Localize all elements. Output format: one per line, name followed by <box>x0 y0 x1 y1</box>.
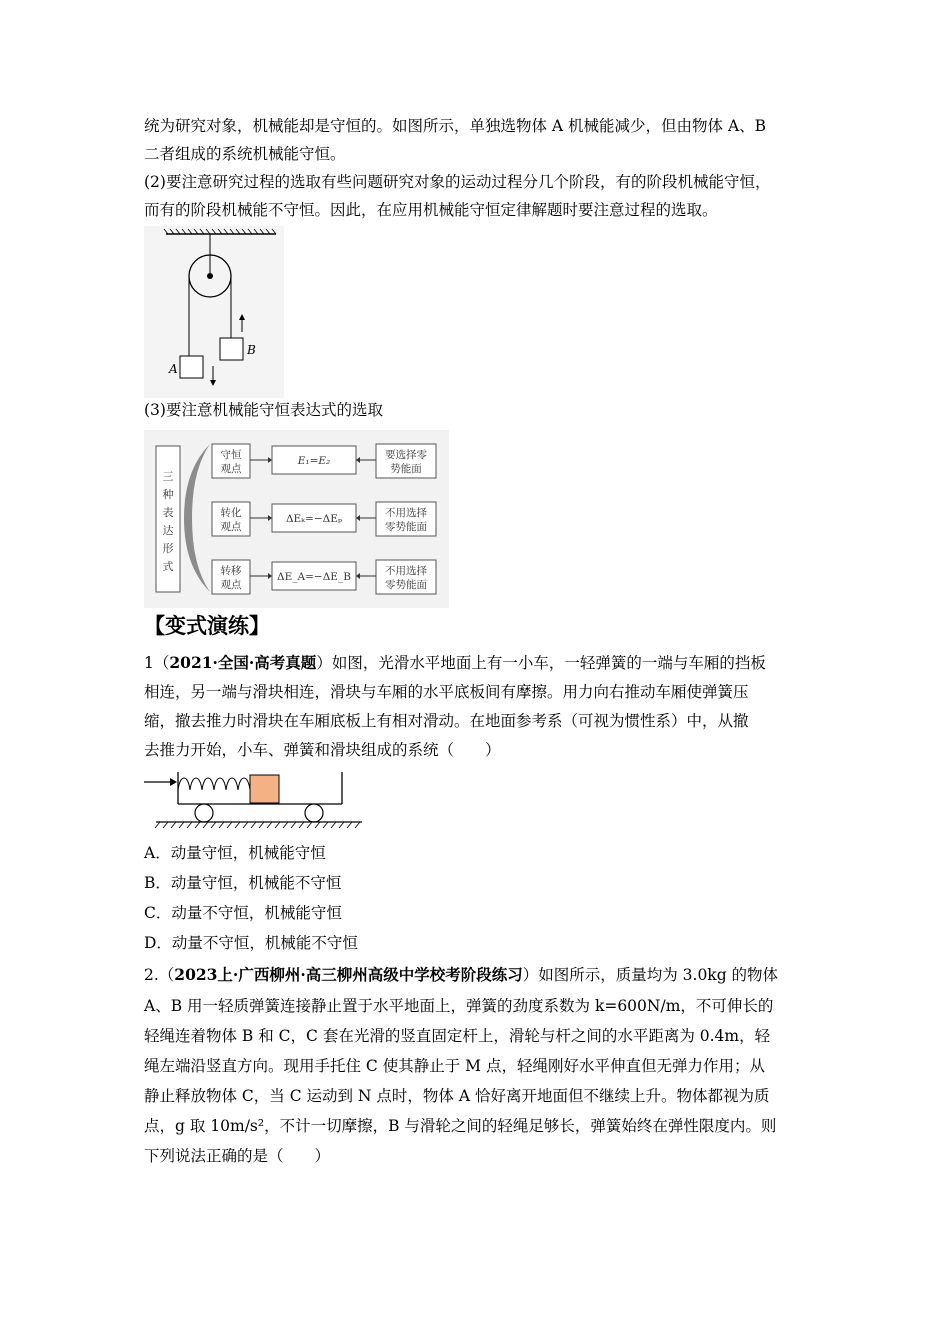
note-1-a: 要选择零 <box>385 449 427 461</box>
label-b: B <box>247 343 256 357</box>
svg-text:式: 式 <box>162 560 174 573</box>
q2-line-3: 轻绳连着物体 B 和 C，C 套在光滑的竖直固定杆上，滑轮与杆之间的水平距离为 0.4m，轻 <box>144 1027 771 1045</box>
formula-2: ΔEₖ=−ΔEₚ <box>285 513 343 525</box>
q1-option-b: B．动量守恒，机械能不守恒 <box>144 874 342 892</box>
formula-3: ΔE_A=−ΔE_B <box>277 571 351 583</box>
q1-line-1: 1（2021·全国·高考真题）如图，光滑水平地面上有一小车，一轻弹簧的一端与车厢的挡板 <box>144 653 766 672</box>
q1-line-2: 相连，另一端与滑块相连，滑块与车厢的水平底板间有摩擦。用力向右推动车厢使弹簧压 <box>144 683 749 701</box>
view-1-a: 守恒 <box>220 449 242 461</box>
q1-source: 2021·全国·高考真题 <box>169 653 317 672</box>
svg-text:达: 达 <box>162 524 174 537</box>
note-1-b: 势能面 <box>390 463 422 475</box>
view-3-b: 观点 <box>220 579 242 591</box>
q2-line-4: 绳左端沿竖直方向。现用手托住 C 使其静止于 M 点，轻绳刚好水平伸直但无弹力作用；从 <box>144 1057 765 1075</box>
q2-line-7: 下列说法正确的是（ ） <box>144 1147 331 1165</box>
q2-line-2: A、B 用一轻质弹簧连接静止置于水平地面上，弹簧的劲度系数为 k=600N/m，不可伸长的 <box>144 997 774 1015</box>
q1-option-d: D．动量不守恒，机械能不守恒 <box>144 934 358 952</box>
note-3-b: 零势能面 <box>385 579 427 591</box>
q1-option-c: C．动量不守恒，机械能守恒 <box>144 904 342 922</box>
view-2-b: 观点 <box>220 521 242 533</box>
q1-line-3: 缩，撤去推力时滑块在车厢底板上有相对滑动。在地面参考系（可视为惯性系）中，从撤 <box>144 712 749 730</box>
label-a: A <box>169 362 178 376</box>
svg-text:种: 种 <box>162 488 174 501</box>
intro-line-2: 二者组成的系统机械能守恒。 <box>144 145 346 163</box>
svg-text:三: 三 <box>162 470 174 483</box>
q2-line-5: 静止释放物体 C，当 C 运动到 N 点时，物体 A 恰好离开地面但不继续上升。物体都视为质 <box>144 1087 770 1105</box>
cart-spring-figure <box>144 770 366 832</box>
pulley-figure <box>144 226 284 398</box>
intro-line-3: (2)要注意研究过程的选取有些问题研究对象的运动过程分几个阶段，有的阶段机械能守恒， <box>144 173 771 191</box>
q1-line-4: 去推力开始，小车、弹簧和滑块组成的系统（ ） <box>144 741 501 759</box>
view-2-a: 转化 <box>220 507 242 519</box>
intro-line-4: 而有的阶段机械能不守恒。因此，在应用机械能守恒定律解题时要注意过程的选取。 <box>144 201 718 219</box>
view-1-b: 观点 <box>220 463 242 475</box>
q2-source: 2023上·广西柳州·高三柳州高级中学校考阶段练习 <box>174 965 523 984</box>
formula-1: E₁=E₂ <box>297 455 331 467</box>
intro-line-1: 统为研究对象，机械能却是守恒的。如图所示，单独选物体 A 机械能减少，但由物体 A、B <box>144 117 767 135</box>
q1-option-a: A．动量守恒，机械能守恒 <box>144 844 326 862</box>
practice-heading: 【变式演练】 <box>144 613 270 638</box>
note-2-b: 零势能面 <box>385 521 427 533</box>
svg-text:形: 形 <box>162 542 174 555</box>
view-3-a: 转移 <box>220 565 242 577</box>
expression-forms-diagram <box>144 430 449 608</box>
svg-text:表: 表 <box>162 506 174 519</box>
note-2-a: 不用选择 <box>385 507 427 519</box>
q2-line-1: 2.（2023上·广西柳州·高三柳州高级中学校考阶段练习）如图所示，质量均为 3.0kg 的物体 <box>144 965 779 984</box>
note-3-a: 不用选择 <box>385 565 427 577</box>
q2-line-6: 点，g 取 10m/s²，不计一切摩擦，B 与滑轮之间的轻绳足够长，弹簧始终在弹性限度内。则 <box>144 1117 777 1135</box>
section-3-title: (3)要注意机械能守恒表达式的选取 <box>144 401 383 419</box>
